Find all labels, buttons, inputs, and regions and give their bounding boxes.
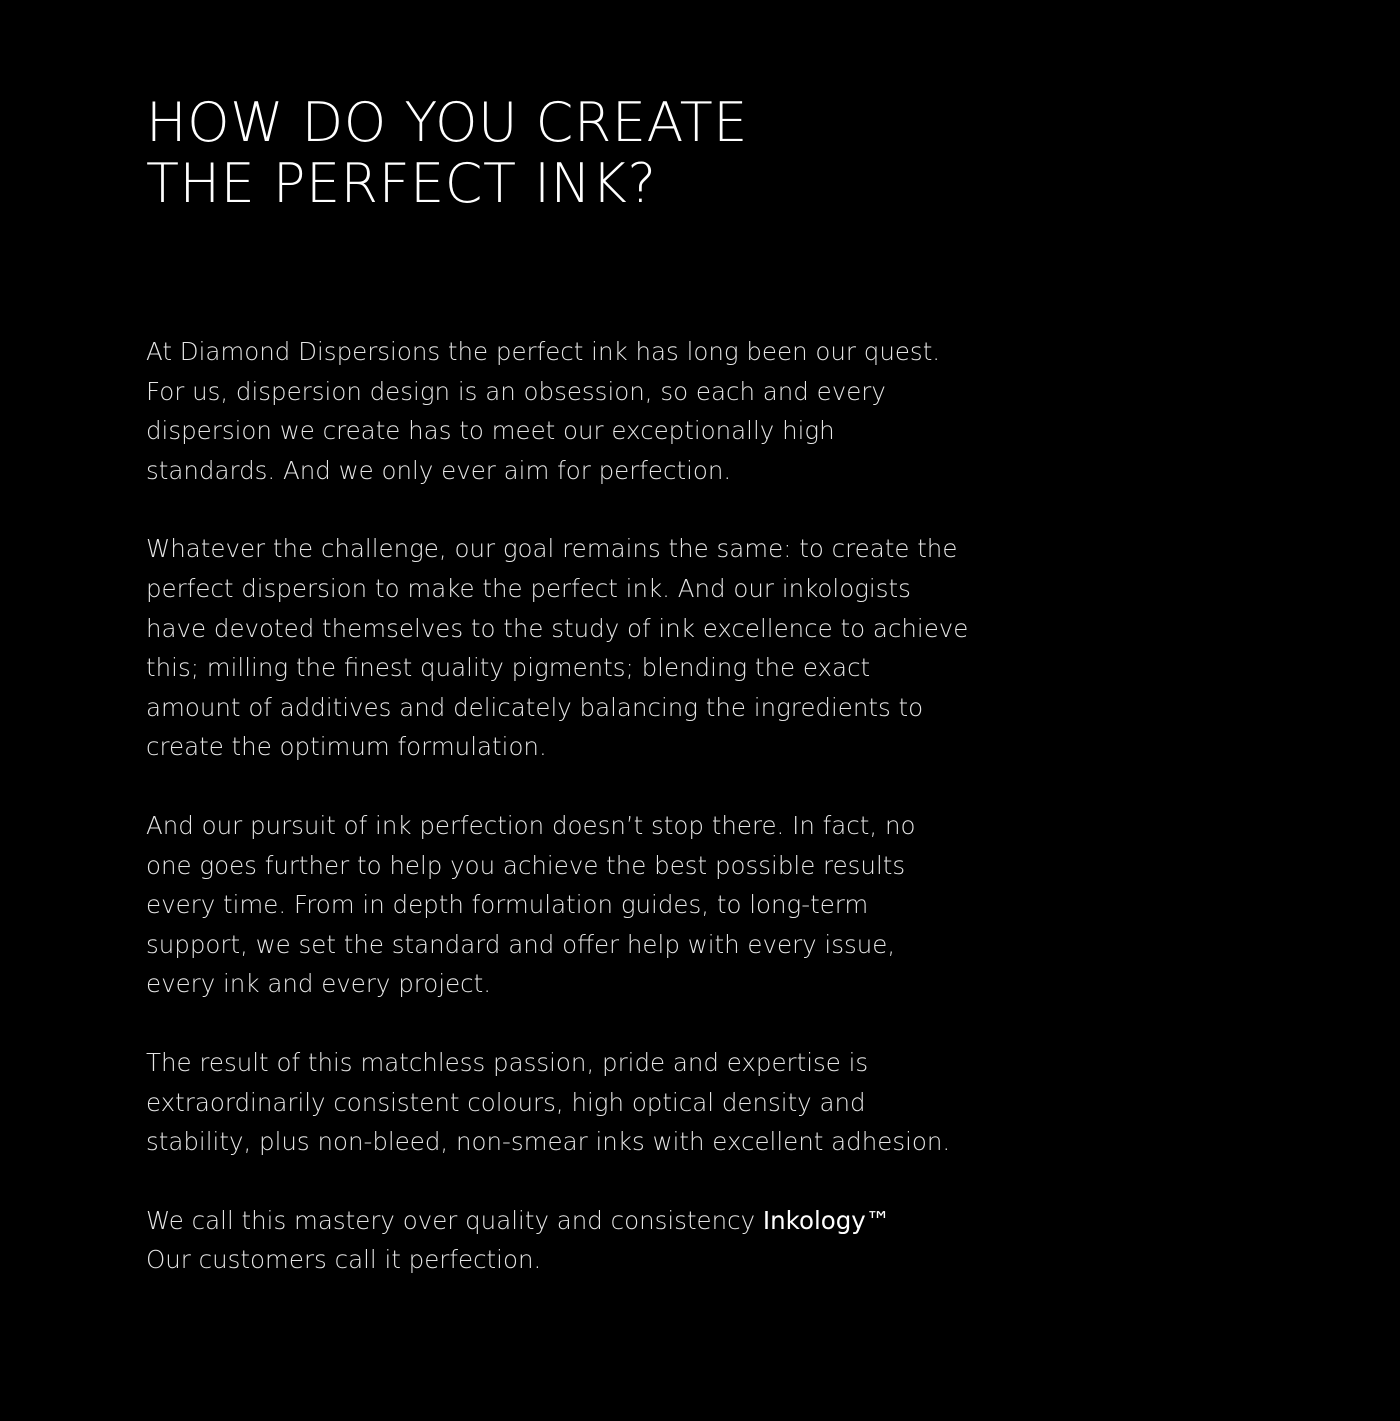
text-line: support, we set the standard and offer help with every issue, xyxy=(146,929,896,959)
paragraph-closing xyxy=(146,1201,1086,1280)
paragraph-pursuit xyxy=(146,806,1086,1004)
title-line-2: THE PERFECT INK? xyxy=(146,152,657,215)
paragraph-result xyxy=(146,1043,1086,1162)
text-line: dispersion we create has to meet our exceptionally high xyxy=(146,416,835,446)
closing-line-1 xyxy=(146,1201,1086,1241)
text-line: perfect dispersion to make the perfect ink. And our inkologists xyxy=(146,573,911,603)
paragraph-quest xyxy=(146,332,1086,490)
closing-text: We call this mastery over quality and consistency xyxy=(146,1205,763,1235)
text-line: For us, dispersion design is an obsession, so each and every xyxy=(146,376,886,406)
body-copy xyxy=(146,332,1086,1319)
text-line: extraordinarily consistent colours, high optical density and xyxy=(146,1087,866,1117)
text-line: this; milling the finest quality pigments; blending the exact xyxy=(146,653,871,683)
text-line: The result of this matchless passion, pride and expertise is xyxy=(146,1047,869,1077)
text-line: every time. From in depth formulation guides, to long-term xyxy=(146,890,869,920)
text-line: amount of additives and delicately balancing the ingredients to xyxy=(146,692,924,722)
page-title xyxy=(146,92,1086,214)
text-line: At Diamond Dispersions the perfect ink has long been our quest. xyxy=(146,337,941,366)
text-line: stability, plus non-bleed, non-smear inks with excellent adhesion. xyxy=(146,1127,951,1157)
brand-name-inkology: Inkology™ xyxy=(762,1205,891,1235)
closing-line-2: Our customers call it perfection. xyxy=(146,1245,542,1275)
text-line: And our pursuit of ink perfection doesn’t stop there. In fact, no xyxy=(146,810,916,840)
text-line: Whatever the challenge, our goal remains the same: to create the xyxy=(146,534,958,564)
page-content xyxy=(146,91,1086,1275)
text-line: create the optimum formulation. xyxy=(146,732,547,762)
text-line: one goes further to help you achieve the best possible results xyxy=(146,850,906,880)
title-line-1: HOW DO YOU CREATE xyxy=(146,91,748,154)
text-line: standards. And we only ever aim for perfection. xyxy=(146,455,732,485)
text-line: every ink and every project. xyxy=(146,969,492,999)
text-line: have devoted themselves to the study of ink excellence to achieve xyxy=(146,613,969,643)
paragraph-challenge xyxy=(146,529,1086,767)
